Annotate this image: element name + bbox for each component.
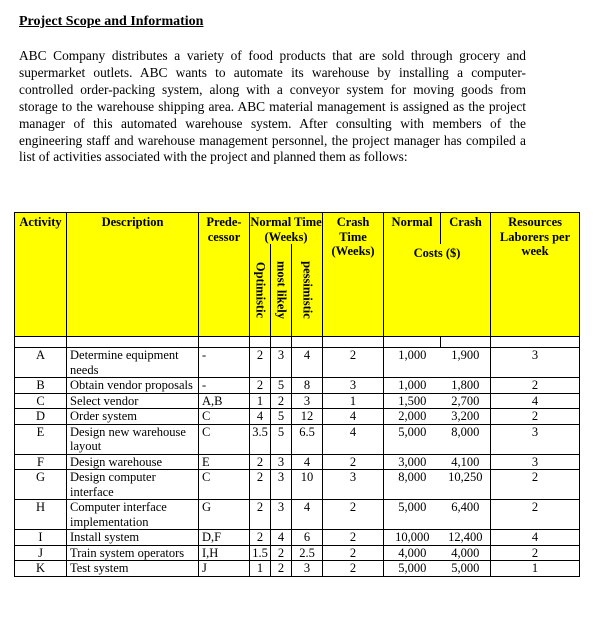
description-cell: Design warehouse — [67, 454, 199, 470]
laborers-cell: 2 — [491, 500, 580, 530]
pessimistic-cell: 4 — [292, 500, 323, 530]
crash-time-cell: 2 — [323, 348, 384, 378]
header-pessimistic — [292, 244, 323, 337]
crash-time-cell: 2 — [323, 500, 384, 530]
laborers-cell: 4 — [491, 530, 580, 546]
crash-time-cell: 2 — [323, 561, 384, 577]
predecessor-cell: I,H — [199, 545, 250, 561]
pessimistic-cell: 6.5 — [292, 424, 323, 454]
most-likely-cell: 5 — [271, 424, 292, 454]
header-pessimistic-label: pessimistic — [300, 261, 315, 319]
normal-cost-cell: 1,000 — [384, 378, 441, 394]
most-likely-cell: 2 — [271, 545, 292, 561]
most-likely-cell: 2 — [271, 561, 292, 577]
table-row — [15, 454, 580, 470]
spacer-row — [15, 337, 580, 348]
normal-cost-cell: 4,000 — [384, 545, 441, 561]
activity-cell: C — [15, 393, 67, 409]
most-likely-cell: 4 — [271, 530, 292, 546]
most-likely-cell: 5 — [271, 409, 292, 425]
header-normal-cost: Normal — [384, 213, 441, 245]
crash-time-cell: 2 — [323, 454, 384, 470]
crash-cost-cell: 1,900 — [441, 348, 491, 378]
normal-cost-cell: 2,000 — [384, 409, 441, 425]
optimistic-cell: 3.5 — [250, 424, 271, 454]
table-row — [15, 500, 580, 530]
laborers-cell: 4 — [491, 393, 580, 409]
most-likely-cell: 3 — [271, 500, 292, 530]
activity-cell: F — [15, 454, 67, 470]
header-description: Description — [67, 213, 199, 337]
spacer-cell — [250, 337, 271, 348]
crash-cost-cell: 1,800 — [441, 378, 491, 394]
activity-cell: B — [15, 378, 67, 394]
crash-time-cell: 4 — [323, 424, 384, 454]
laborers-cell: 3 — [491, 454, 580, 470]
activity-cell: D — [15, 409, 67, 425]
laborers-cell: 1 — [491, 561, 580, 577]
activity-table — [14, 212, 580, 577]
laborers-cell: 2 — [491, 378, 580, 394]
optimistic-cell: 4 — [250, 409, 271, 425]
table-row — [15, 470, 580, 500]
optimistic-cell: 2 — [250, 500, 271, 530]
pessimistic-cell: 10 — [292, 470, 323, 500]
predecessor-cell: E — [199, 454, 250, 470]
crash-time-cell: 2 — [323, 545, 384, 561]
laborers-cell: 2 — [491, 470, 580, 500]
laborers-cell: 3 — [491, 348, 580, 378]
most-likely-cell: 2 — [271, 393, 292, 409]
optimistic-cell: 2 — [250, 378, 271, 394]
crash-cost-cell: 8,000 — [441, 424, 491, 454]
crash-time-cell: 4 — [323, 409, 384, 425]
predecessor-cell: C — [199, 470, 250, 500]
activity-cell: J — [15, 545, 67, 561]
crash-cost-cell: 10,250 — [441, 470, 491, 500]
activity-cell: A — [15, 348, 67, 378]
spacer-cell — [491, 337, 580, 348]
activity-cell: E — [15, 424, 67, 454]
table-row — [15, 393, 580, 409]
spacer-cell — [271, 337, 292, 348]
description-cell: Design new warehouse layout — [67, 424, 199, 454]
normal-cost-cell: 3,000 — [384, 454, 441, 470]
crash-time-cell: 3 — [323, 470, 384, 500]
header-optimistic-label: Optimistic — [253, 261, 268, 319]
spacer-cell — [67, 337, 199, 348]
page-title: Project Scope and Information — [19, 14, 204, 29]
crash-cost-cell: 6,400 — [441, 500, 491, 530]
header-crash-cost: Crash — [441, 213, 491, 245]
optimistic-cell: 2 — [250, 470, 271, 500]
activity-cell: I — [15, 530, 67, 546]
crash-time-cell: 3 — [323, 378, 384, 394]
normal-cost-cell: 10,000 — [384, 530, 441, 546]
header-costs: Costs ($) — [384, 244, 491, 337]
spacer-cell — [323, 337, 384, 348]
spacer-cell — [199, 337, 250, 348]
pessimistic-cell: 2.5 — [292, 545, 323, 561]
predecessor-cell: J — [199, 561, 250, 577]
intro-paragraph: ABC Company distributes a variety of food products that are sold through grocery and supermarket outlets. ABC wants to automate its warehouse by installing a computer-controlled order-packing system, along with a conveyor system for moving goods from storage to the warehouse shipping area. ABC material management is assigned as the project manager of this automated warehouse system. After consulting with members of the engineering staff and warehouse management personnel, the project manager has compiled a list of activities associated with the project and planned them as follows: — [19, 48, 526, 165]
most-likely-cell: 3 — [271, 454, 292, 470]
optimistic-cell: 2 — [250, 530, 271, 546]
laborers-cell: 2 — [491, 545, 580, 561]
predecessor-cell: - — [199, 378, 250, 394]
description-cell: Design computer interface — [67, 470, 199, 500]
header-most-likely — [271, 244, 292, 337]
pessimistic-cell: 6 — [292, 530, 323, 546]
header-normal-time: Normal Time (Weeks) — [250, 213, 323, 245]
crash-time-cell: 1 — [323, 393, 384, 409]
predecessor-cell: C — [199, 409, 250, 425]
pessimistic-cell: 3 — [292, 561, 323, 577]
crash-cost-cell: 3,200 — [441, 409, 491, 425]
pessimistic-cell: 4 — [292, 454, 323, 470]
optimistic-cell: 1.5 — [250, 545, 271, 561]
header-activity: Activity — [15, 213, 67, 337]
optimistic-cell: 1 — [250, 561, 271, 577]
optimistic-cell: 2 — [250, 454, 271, 470]
normal-cost-cell: 1,500 — [384, 393, 441, 409]
predecessor-cell: A,B — [199, 393, 250, 409]
predecessor-cell: G — [199, 500, 250, 530]
description-cell: Install system — [67, 530, 199, 546]
description-cell: Select vendor — [67, 393, 199, 409]
description-cell: Computer interface implementation — [67, 500, 199, 530]
activity-cell: K — [15, 561, 67, 577]
most-likely-cell: 5 — [271, 378, 292, 394]
crash-cost-cell: 4,100 — [441, 454, 491, 470]
header-most-likely-label: most likely — [274, 261, 289, 319]
table-row — [15, 424, 580, 454]
normal-cost-cell: 5,000 — [384, 424, 441, 454]
crash-cost-cell: 4,000 — [441, 545, 491, 561]
pessimistic-cell: 3 — [292, 393, 323, 409]
laborers-cell: 3 — [491, 424, 580, 454]
predecessor-cell: C — [199, 424, 250, 454]
spacer-cell — [15, 337, 67, 348]
spacer-cell — [384, 337, 441, 348]
description-cell: Obtain vendor proposals — [67, 378, 199, 394]
description-cell: Train system operators — [67, 545, 199, 561]
normal-cost-cell: 5,000 — [384, 561, 441, 577]
most-likely-cell: 3 — [271, 470, 292, 500]
spacer-cell — [441, 337, 491, 348]
normal-cost-cell: 1,000 — [384, 348, 441, 378]
pessimistic-cell: 4 — [292, 348, 323, 378]
table-row — [15, 348, 580, 378]
header-optimistic — [250, 244, 271, 337]
most-likely-cell: 3 — [271, 348, 292, 378]
activity-cell: G — [15, 470, 67, 500]
normal-cost-cell: 5,000 — [384, 500, 441, 530]
normal-cost-cell: 8,000 — [384, 470, 441, 500]
description-cell: Order system — [67, 409, 199, 425]
description-cell: Test system — [67, 561, 199, 577]
laborers-cell: 2 — [491, 409, 580, 425]
crash-cost-cell: 5,000 — [441, 561, 491, 577]
header-resources: Resources Laborers per week — [491, 213, 580, 337]
table-row — [15, 378, 580, 394]
activity-cell: H — [15, 500, 67, 530]
table-row — [15, 561, 580, 577]
description-cell: Determine equipment needs — [67, 348, 199, 378]
table-row — [15, 530, 580, 546]
optimistic-cell: 2 — [250, 348, 271, 378]
crash-cost-cell: 12,400 — [441, 530, 491, 546]
table-row — [15, 545, 580, 561]
header-crash-time: Crash Time (Weeks) — [323, 213, 384, 337]
table-header-row — [15, 213, 580, 245]
predecessor-cell: - — [199, 348, 250, 378]
spacer-cell — [292, 337, 323, 348]
predecessor-cell: D,F — [199, 530, 250, 546]
optimistic-cell: 1 — [250, 393, 271, 409]
pessimistic-cell: 12 — [292, 409, 323, 425]
crash-cost-cell: 2,700 — [441, 393, 491, 409]
crash-time-cell: 2 — [323, 530, 384, 546]
table-row — [15, 409, 580, 425]
header-predecessor: Prede-cessor — [199, 213, 250, 337]
pessimistic-cell: 8 — [292, 378, 323, 394]
